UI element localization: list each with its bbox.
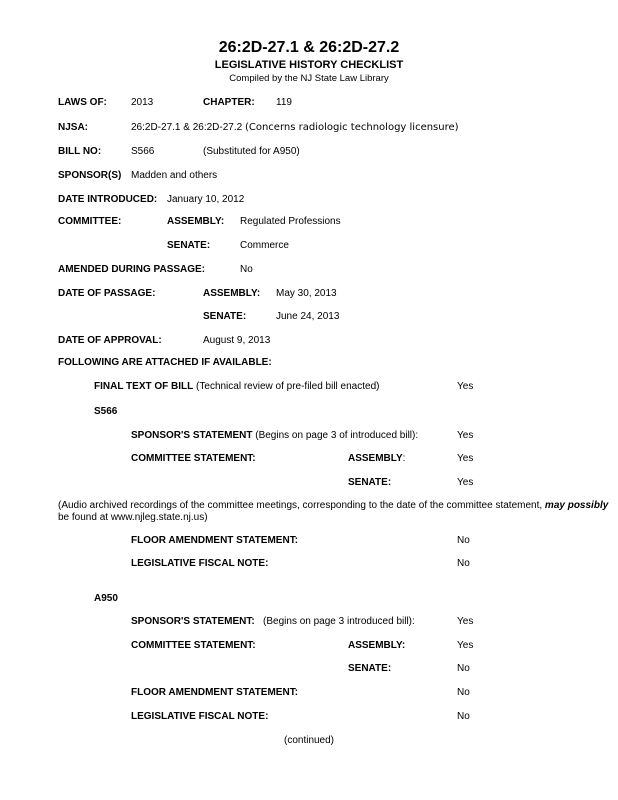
final-text-note: (Technical review of pre-filed bill enacted)	[196, 381, 380, 392]
s566-senate-value: Yes	[457, 477, 474, 488]
date-approval-label: DATE OF APPROVAL:	[58, 335, 162, 346]
date-introduced-value: January 10, 2012	[167, 194, 245, 205]
a950-committee-statement-label: COMMITTEE STATEMENT:	[131, 640, 256, 651]
passage-senate-value: June 24, 2013	[276, 311, 340, 322]
sponsors-value: Madden and others	[131, 170, 218, 181]
njsa-citation: 26:2D-27.1 & 26:2D-27.2	[131, 122, 243, 133]
a950-fiscal-note-label: LEGISLATIVE FISCAL NOTE:	[131, 711, 269, 722]
date-introduced-label: DATE INTRODUCED:	[58, 194, 158, 205]
a950-sponsor-statement-row	[131, 616, 415, 627]
bill-no-label: BILL NO:	[58, 146, 102, 157]
s566-fiscal-note-value: No	[457, 558, 470, 569]
committee-label: COMMITTEE:	[58, 216, 122, 227]
attached-heading: FOLLOWING ARE ATTACHED IF AVAILABLE:	[58, 357, 272, 368]
sponsors-label: SPONSOR(S)	[58, 170, 122, 181]
passage-assembly-value: May 30, 2013	[276, 288, 337, 299]
a950-fiscal-note-value: No	[457, 711, 470, 722]
chapter-value: 119	[276, 97, 292, 108]
committee-senate-label: SENATE:	[167, 240, 211, 251]
a950-sponsor-statement-note: (Begins on page 3 introduced bill):	[263, 616, 415, 627]
s566-sponsor-statement-row	[131, 430, 418, 441]
continued-note: (continued)	[283, 735, 335, 746]
a950-sponsor-statement-label: SPONSOR'S STATEMENT:	[131, 616, 255, 627]
bill-no-note: (Substituted for A950)	[203, 146, 300, 157]
s566-floor-amendment-label: FLOOR AMENDMENT STATEMENT:	[131, 535, 299, 546]
committee-assembly-value: Regulated Professions	[240, 216, 341, 227]
s566-assembly-label: ASSEMBLY	[348, 453, 403, 464]
amended-value: No	[240, 264, 253, 275]
committee-assembly-label: ASSEMBLY:	[167, 216, 225, 227]
audio-note-line-1	[58, 500, 608, 511]
s566-assembly-label-wrap	[348, 453, 405, 464]
final-text-value: Yes	[457, 381, 474, 392]
s566-sponsor-statement-note: (Begins on page 3 of introduced bill):	[255, 430, 419, 441]
laws-of-label: LAWS OF:	[58, 97, 107, 108]
final-text-row	[94, 381, 379, 392]
a950-floor-amendment-value: No	[457, 687, 470, 698]
a950-assembly-label: ASSEMBLY:	[348, 640, 406, 651]
page-subtitle: LEGISLATIVE HISTORY CHECKLIST	[214, 59, 404, 71]
s566-assembly-value: Yes	[457, 453, 474, 464]
passage-assembly-label: ASSEMBLY:	[203, 288, 261, 299]
chapter-label: CHAPTER:	[203, 97, 255, 108]
a950-floor-amendment-label: FLOOR AMENDMENT STATEMENT:	[131, 687, 299, 698]
s566-assembly-colon: :	[402, 453, 406, 464]
passage-senate-label: SENATE:	[203, 311, 247, 322]
s566-heading: S566	[94, 406, 118, 417]
page-title: 26:2D-27.1 & 26:2D-27.2	[218, 39, 400, 56]
committee-senate-value: Commerce	[240, 240, 289, 251]
njsa-label: NJSA:	[58, 122, 89, 133]
a950-senate-label: SENATE:	[348, 663, 392, 674]
audio-note-text: (Audio archived recordings of the committee meetings, corresponding to the date of the committee statement,	[58, 500, 543, 511]
s566-senate-label: SENATE:	[348, 477, 392, 488]
final-text-label: FINAL TEXT OF BILL	[94, 381, 194, 392]
s566-floor-amendment-value: No	[457, 535, 470, 546]
compiled-by: Compiled by the NJ State Law Library	[229, 73, 389, 84]
njsa-value	[131, 122, 459, 133]
a950-heading: A950	[94, 593, 118, 604]
a950-assembly-value: Yes	[457, 640, 474, 651]
a950-senate-value: No	[457, 663, 470, 674]
s566-sponsor-statement-value: Yes	[457, 430, 474, 441]
a950-sponsor-statement-value: Yes	[457, 616, 474, 627]
njsa-description: (Concerns radiologic technology licensure)	[244, 122, 459, 133]
bill-no-value: S566	[131, 146, 155, 157]
laws-of-value: 2013	[131, 97, 154, 108]
amended-label: AMENDED DURING PASSAGE:	[58, 264, 206, 275]
s566-fiscal-note-label: LEGISLATIVE FISCAL NOTE:	[131, 558, 269, 569]
s566-sponsor-statement-label: SPONSOR'S STATEMENT	[131, 430, 253, 441]
s566-committee-statement-label: COMMITTEE STATEMENT:	[131, 453, 256, 464]
audio-note-line-2: be found at www.njleg.state.nj.us)	[58, 512, 208, 523]
date-passage-label: DATE OF PASSAGE:	[58, 288, 156, 299]
audio-note-emphasis: may possibly	[544, 500, 609, 511]
date-approval-value: August 9, 2013	[203, 335, 271, 346]
